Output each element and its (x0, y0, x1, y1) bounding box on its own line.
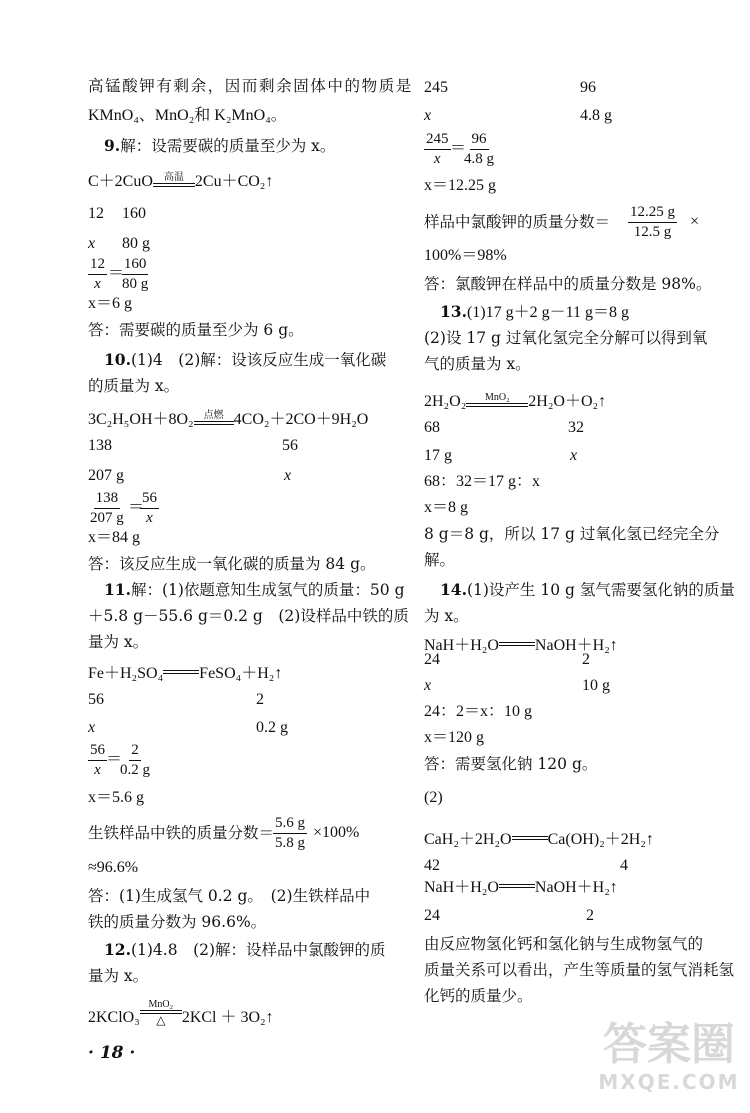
reaction-arrow (512, 836, 548, 840)
chemical-equation (88, 664, 282, 684)
mass-value: x (424, 677, 432, 694)
equation-products: NaOH＋H₂↑ (534, 879, 618, 896)
condition-label: 点燃 (203, 410, 224, 421)
page-number: · 18 · (88, 1043, 136, 1063)
equation-products: 2H₂O＋O₂↑ (528, 393, 607, 410)
reaction-arrow (163, 670, 199, 674)
fraction: $\frac{160}{80 g}$ (122, 256, 149, 292)
fraction: $\frac{245}{x}$ (426, 131, 449, 167)
question-text: (1)4 (2)解：设该反应生成一氧化碳 (130, 351, 387, 369)
reaction-condition (140, 999, 182, 1026)
reaction-condition (466, 392, 528, 407)
mass-value: 138 (88, 437, 112, 454)
question-number: 9. (104, 136, 121, 155)
mass-value: 56 (282, 437, 298, 454)
question-text: 的质量为 x。 (88, 377, 180, 395)
result-line: x＝6 g (88, 295, 133, 312)
question-9 (104, 136, 335, 156)
equation-products: NaOH＋H₂↑ (534, 637, 618, 654)
question-text: (1)17 g＋2 g－11 g＝8 g (466, 304, 630, 321)
watermark-url: MXQE.COM (598, 1070, 740, 1094)
fraction: $\frac{56}{x}$ (90, 742, 105, 778)
percentage-line: 生铁样品中铁的质量分数＝ (88, 824, 275, 842)
reaction-condition (194, 410, 234, 425)
conclusion-line: 由反应物氢化钙和氢化钠与生成物氢气的 (424, 935, 704, 953)
mass-value: x (424, 107, 432, 124)
answer-line: 答：需要氢化钠 120 g。 (424, 755, 598, 773)
equation-products: 4CO₂＋2CO＋9H₂O (233, 411, 369, 428)
mass-value: 0.2 g (256, 719, 288, 736)
equation-products: Ca(OH)₂＋2H₂↑ (547, 831, 654, 848)
equals-sign: ＝ (450, 140, 467, 157)
mass-value: 42 (424, 857, 440, 874)
fraction: $\frac{96}{4.8 g}$ (464, 131, 494, 167)
fraction: $\frac{138}{207 g}$ (90, 490, 124, 526)
mass-value: 80 g (122, 235, 150, 252)
equation-reactants: 2KClO₃ (88, 1009, 140, 1026)
heat-symbol: △ (156, 1012, 166, 1027)
equation-products: 2Cu＋CO₂↑ (194, 173, 274, 190)
chemical-equation (88, 998, 274, 1028)
answer-line: 答：氯酸钾在样品中的质量分数是 98%。 (424, 275, 712, 293)
ratio-line: 24：2＝x：10 g (424, 703, 533, 720)
result-line: x＝12.25 g (424, 177, 497, 194)
result-line: x＝5.6 g (88, 789, 145, 806)
chemical-equation (88, 172, 273, 193)
question-10 (104, 350, 386, 370)
percentage-suffix: × (690, 213, 700, 230)
answer-line: 答：需要碳的质量至少为 6 g。 (88, 321, 304, 339)
reaction-arrow (499, 884, 535, 888)
equation-reactants: Fe＋H₂SO₄ (88, 665, 164, 682)
catalyst-label: MnO₂ (148, 998, 174, 1010)
mass-value: x (570, 447, 578, 464)
question-13 (440, 302, 629, 323)
mass-value: x (88, 235, 96, 252)
equals-sign: ＝ (108, 265, 125, 282)
mass-value: 96 (580, 79, 596, 96)
equation-reactants: 3C₂H₅OH＋8O₂ (88, 411, 194, 428)
question-11 (104, 580, 405, 600)
question-text: (2)设 17 g 过氧化氢完全分解可以得到氧 (424, 329, 708, 347)
mass-value: 4.8 g (580, 107, 612, 124)
equation-products: FeSO₄＋H₂↑ (199, 665, 283, 682)
question-text: 解：(1)依题意知生成氢气的质量：50 g (130, 581, 405, 599)
mass-value: 4 (620, 857, 628, 874)
conclusion-line: 8 g＝8 g，所以 17 g 过氧化氢已经完全分 (424, 525, 720, 543)
chemical-equation (88, 410, 368, 431)
equals-sign: ＝ (106, 751, 123, 768)
watermark-text: 答案圈 (603, 1019, 735, 1070)
mass-value: 24 (424, 907, 440, 924)
result-line: x＝84 g (88, 529, 141, 546)
mass-value: 17 g (424, 447, 452, 464)
answer-line: 答：该反应生成一氧化碳的质量为 84 g。 (88, 555, 376, 573)
conclusion-line: 化钙的质量少。 (424, 987, 533, 1005)
conclusion-line: 质量关系可以看出，产生等质量的氢气消耗氢 (424, 961, 735, 979)
condition-label: 高温 (163, 172, 184, 183)
equation-reactants: NaH＋H₂O (424, 879, 499, 896)
chemical-equation (424, 392, 606, 413)
question-text: 气的质量为 x。 (424, 355, 531, 373)
question-text: 为 x。 (424, 607, 469, 625)
watermark-logo (594, 1020, 744, 1105)
percentage-line: 样品中氯酸钾的质量分数＝ (424, 213, 611, 231)
chemical-equation (424, 830, 654, 850)
mass-value: 2 (586, 907, 594, 924)
text-line: KMnO₄、MnO₂和 K₂MnO₄。 (88, 107, 287, 124)
equation-products: 2KCl ＋ 3O₂↑ (181, 1009, 274, 1026)
mass-value: x (88, 719, 96, 736)
mass-value: x (284, 467, 292, 484)
equation-reactants: CaH₂＋2H₂O (424, 831, 512, 848)
mass-value: 207 g (88, 467, 124, 484)
equals-sign: ＝ (128, 499, 145, 516)
question-14 (440, 580, 735, 600)
question-number: 10. (104, 350, 131, 369)
question-text: 量为 x。 (88, 967, 149, 985)
part-label: (2) (424, 789, 443, 806)
mass-value: 68 (424, 419, 440, 436)
fraction: $\frac{12}{x}$ (90, 256, 105, 292)
fraction: $\frac{5.6 g}{5.8 g}$ (275, 815, 305, 851)
mass-value: 24 (424, 651, 440, 668)
catalyst-label: MnO₂ (484, 392, 510, 403)
equation-reactants: C＋2CuO (88, 173, 153, 190)
mass-value: 56 (88, 691, 104, 708)
question-number: 12. (104, 940, 131, 959)
question-text: ＋5.8 g－55.6 g＝0.2 g (2)设样品中铁的质 (88, 607, 409, 625)
result-line: x＝8 g (424, 499, 469, 516)
percentage-suffix: ×100% (313, 824, 360, 841)
reaction-arrow (499, 642, 535, 646)
result-line: 100%＝98% (424, 247, 507, 264)
mass-value: 32 (568, 419, 584, 436)
question-number: 13. (440, 302, 467, 321)
answer-line: 答：(1)生成氢气 0.2 g。 (2)生铁样品中 (88, 887, 371, 905)
mass-value: 2 (582, 651, 590, 668)
question-12 (104, 940, 386, 960)
result-line: x＝120 g (424, 729, 485, 746)
reaction-condition (153, 172, 195, 187)
mass-value: 160 (122, 205, 146, 222)
question-text: 量为 x。 (88, 633, 149, 651)
conclusion-line: 解。 (424, 551, 456, 569)
mass-value: 10 g (582, 677, 610, 694)
question-number: 11. (104, 580, 131, 599)
mass-value: 245 (424, 79, 448, 96)
equation-reactants: 2H₂O₂ (424, 393, 467, 410)
question-text: (1)设产生 10 g 氢气需要氢化钠的质量 (466, 581, 735, 599)
text-line: 高锰酸钾有剩余，因而剩余固体中的物质是 (88, 77, 413, 95)
equation-reactants: NaH＋H₂O (424, 637, 499, 654)
fraction: $\frac{56}{x}$ (142, 490, 157, 526)
question-text: 解：设需要碳的质量至少为 x。 (120, 137, 336, 155)
answer-line: 铁的质量分数为 96.6%。 (88, 913, 267, 931)
result-line: ≈96.6% (88, 859, 139, 876)
mass-value: 2 (256, 691, 264, 708)
fraction: $\frac{12.25 g}{12.5 g}$ (630, 204, 675, 240)
question-text: (1)4.8 (2)解：设样品中氯酸钾的质 (130, 941, 386, 959)
chemical-equation (424, 878, 618, 898)
question-number: 14. (440, 580, 467, 599)
mass-value: 12 (88, 205, 104, 222)
fraction: $\frac{2}{0.2 g}$ (120, 742, 150, 778)
ratio-line: 68：32＝17 g：x (424, 473, 541, 490)
